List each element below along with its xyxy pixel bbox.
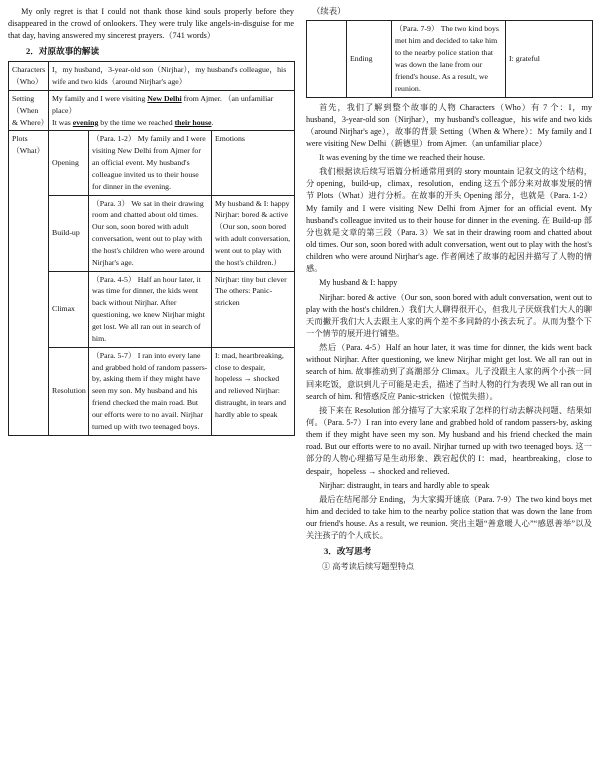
continued-table	[306, 20, 593, 97]
stage-label: Climax	[49, 271, 89, 347]
analysis-paragraph: Nirjhar: distraught, in tears and hardly able to speak	[319, 480, 490, 490]
stage-label: Opening	[49, 131, 89, 195]
analysis-paragraph: 然后（Para. 4-5）Half an hour later, it was time for dinner, the kids went back without Nirjhar. After questioning, we knew Nirjhar might get lost. We all ran out in search of him. 故事推动到了高潮部分 Climax。儿子没跟主人家的两个小孩一同回来吃饭，意识到儿子可能是走丢，描述了当时人物的行为表现 We all ran out in search of him. 和惜惑反应 Panic-stricken（惊慌失措）。	[306, 343, 592, 401]
story-table	[8, 61, 295, 435]
left-column	[8, 0, 294, 436]
emotion-cell: I: mad, heartbreaking, close to despair, hopeless → shocked and relieved Nirjhar: distraught, in tears and hardly able to speak	[212, 347, 295, 435]
intro-paragraph: My only regret is that I could not thank those kind souls properly before they disappeared in the crowd of onlookers. They were truly like angels-in-disguise for me that day, having answered my sincerest prayers.（741 words）	[8, 7, 294, 41]
emotion-cell	[212, 131, 295, 195]
emotion-cell: Nirjhar: tiny but clever The others: Panic-stricken	[212, 271, 295, 347]
analysis-paragraph: 最后在结尾部分 Ending，为大家揭开谜底（Para. 7-9）The two kind boys met him and decided to take him to the nearby police station that was down the lane from our friend's house. As a result, we reunion. 突出主题“善意暖人心”“感恩善举”以及关注孩子的个人成长。	[306, 494, 592, 541]
section-heading: 2．对原故事的解读	[26, 46, 100, 57]
plots-row-resolution	[9, 347, 295, 435]
plot-cell: （Para. 4-5） Half an hour later, it was time for dinner, the kids went back without Nirjhar. After questioning, we knew Nirjhar might get lost. We all ran out in search of him.	[89, 271, 212, 347]
setting-row	[9, 90, 295, 131]
plots-label-blank	[307, 21, 347, 97]
continued-label: （续表）	[312, 7, 346, 16]
analysis-paragraph: 首先，我们了解到整个故事的人物 Characters（Who）有 7 个：I，my husband，3-year-old son（Nirjhar），my husband's colleague，his wife and two kids（around Nirjhar's age），故事的背景 Setting（When & Where）：My family and I were visiting New Delhi（新德里）from Ajmer.（an unfamiliar place）	[306, 102, 592, 148]
plots-row-opening	[9, 131, 295, 195]
ending-row	[307, 21, 593, 97]
analysis-paragraph: 我们根据读后续写语篇分析通常用到的 story mountain 记叙文的这个结构，分 opening，build-up，climax，resolution，ending 这五个部分来对故事发展的情节 Plots（What）进行分析。在故事的开头 Opening 部分，也就是（Para. 1-2）My family and I were visiting New Delhi from Ajmer for an official event. My husband's colleague invited us to their house for dinner in the evening. 在 Build-up 部分也就是文章的第三段（Para. 3）We sat in their drawing room and chatted about old times. Our son, soon bored with adult conversation, went out to play with the host's children who were around Nirjhar's age. 作者阐述了故事的起因并描写了人物的情感。	[306, 167, 592, 274]
plot-cell: （Para. 5-7） I ran into every lane and grabbed hold of random passers-by, asking them if they might have seen my son. My husband and his friend checked the main road. But our efforts were to no avail. Nirjhar turned up with two teenaged boys.	[89, 347, 212, 435]
setting-value	[49, 90, 295, 131]
plot-cell: （Para. 7-9） The two kind boys met him and decided to take him to the nearby police station that was down the lane from our friend's house. As a result, we reunion.	[392, 21, 506, 97]
section-3-heading: 3．改写思考	[324, 546, 372, 557]
setting-line-1: My family and I were visiting New Delhi from Ajmer. （an unfamiliar place）	[52, 93, 274, 115]
setting-line-2: It was evening by the time we reached their house.	[52, 117, 214, 127]
emotion-cell: I: grateful	[506, 21, 593, 97]
stage-label: Build-up	[49, 195, 89, 271]
emotion-cell: My husband & I: happy Nirjhar: bored & active（Our son, soon bored with adult conversation, went out to play with the host's children.）	[212, 195, 295, 271]
plots-label: Plots（What）	[9, 131, 49, 435]
analysis-paragraph: It was evening by the time we reached their house.	[319, 153, 486, 163]
characters-value: I，my husband，3-year-old son（Nirjhar），my husband's colleague，his wife and two kids（around Nirjhar's age）	[49, 62, 295, 91]
setting-label: Setting（When & Where）	[9, 90, 49, 131]
analysis-paragraph: Nirjhar: bored & active（Our son, soon bored with adult conversation, went out to play with the host's children.）我们大人聊得很开心，但我儿子厌烦我们大人的聊天而撇开我们大人去跟主人家的两个差不多同龄的小孩去玩了。从而为整个下一个情节的展开进行铺垫。	[306, 292, 592, 339]
characters-label: Characters（Who）	[9, 62, 49, 91]
stage-label: Ending	[347, 21, 392, 97]
right-column	[306, 0, 592, 573]
characters-row	[9, 62, 295, 91]
analysis-paragraph: 接下来在 Resolution 部分描写了大家采取了怎样的行动去解决问题、结果如何。（Para. 5-7）I ran into every lane and grabbed hold of random passers-by, asking them if they might have seen my son. My husband and his friend checked the main road. But our efforts were to no avail. Nirjhar turned up with two teenaged boys. 这一部分的人物心理描写是生动形象、跌宕起伏的 I：mad，heartbreaking，close to despair，hopeless → shocked and relieved.	[306, 405, 592, 476]
sub-heading: ① 高考读后续写题型特点	[322, 562, 415, 572]
analysis-paragraph: My husband & I: happy	[319, 278, 398, 288]
plot-cell: （Para. 3） We sat in their drawing room and chatted about old times. Our son, soon bored with adult conversation, went out to play with the host's children who were around Nirjhar's age.	[89, 195, 212, 271]
plots-row-climax	[9, 271, 295, 347]
emotions-header: Emotions	[215, 134, 245, 144]
plot-cell: （Para. 1-2） My family and I were visiting New Delhi from Ajmer for an official event. My husband's colleague invited us to their house for dinner in the evening.	[89, 131, 212, 195]
plots-row-buildup	[9, 195, 295, 271]
stage-label: Resolution	[49, 347, 89, 435]
